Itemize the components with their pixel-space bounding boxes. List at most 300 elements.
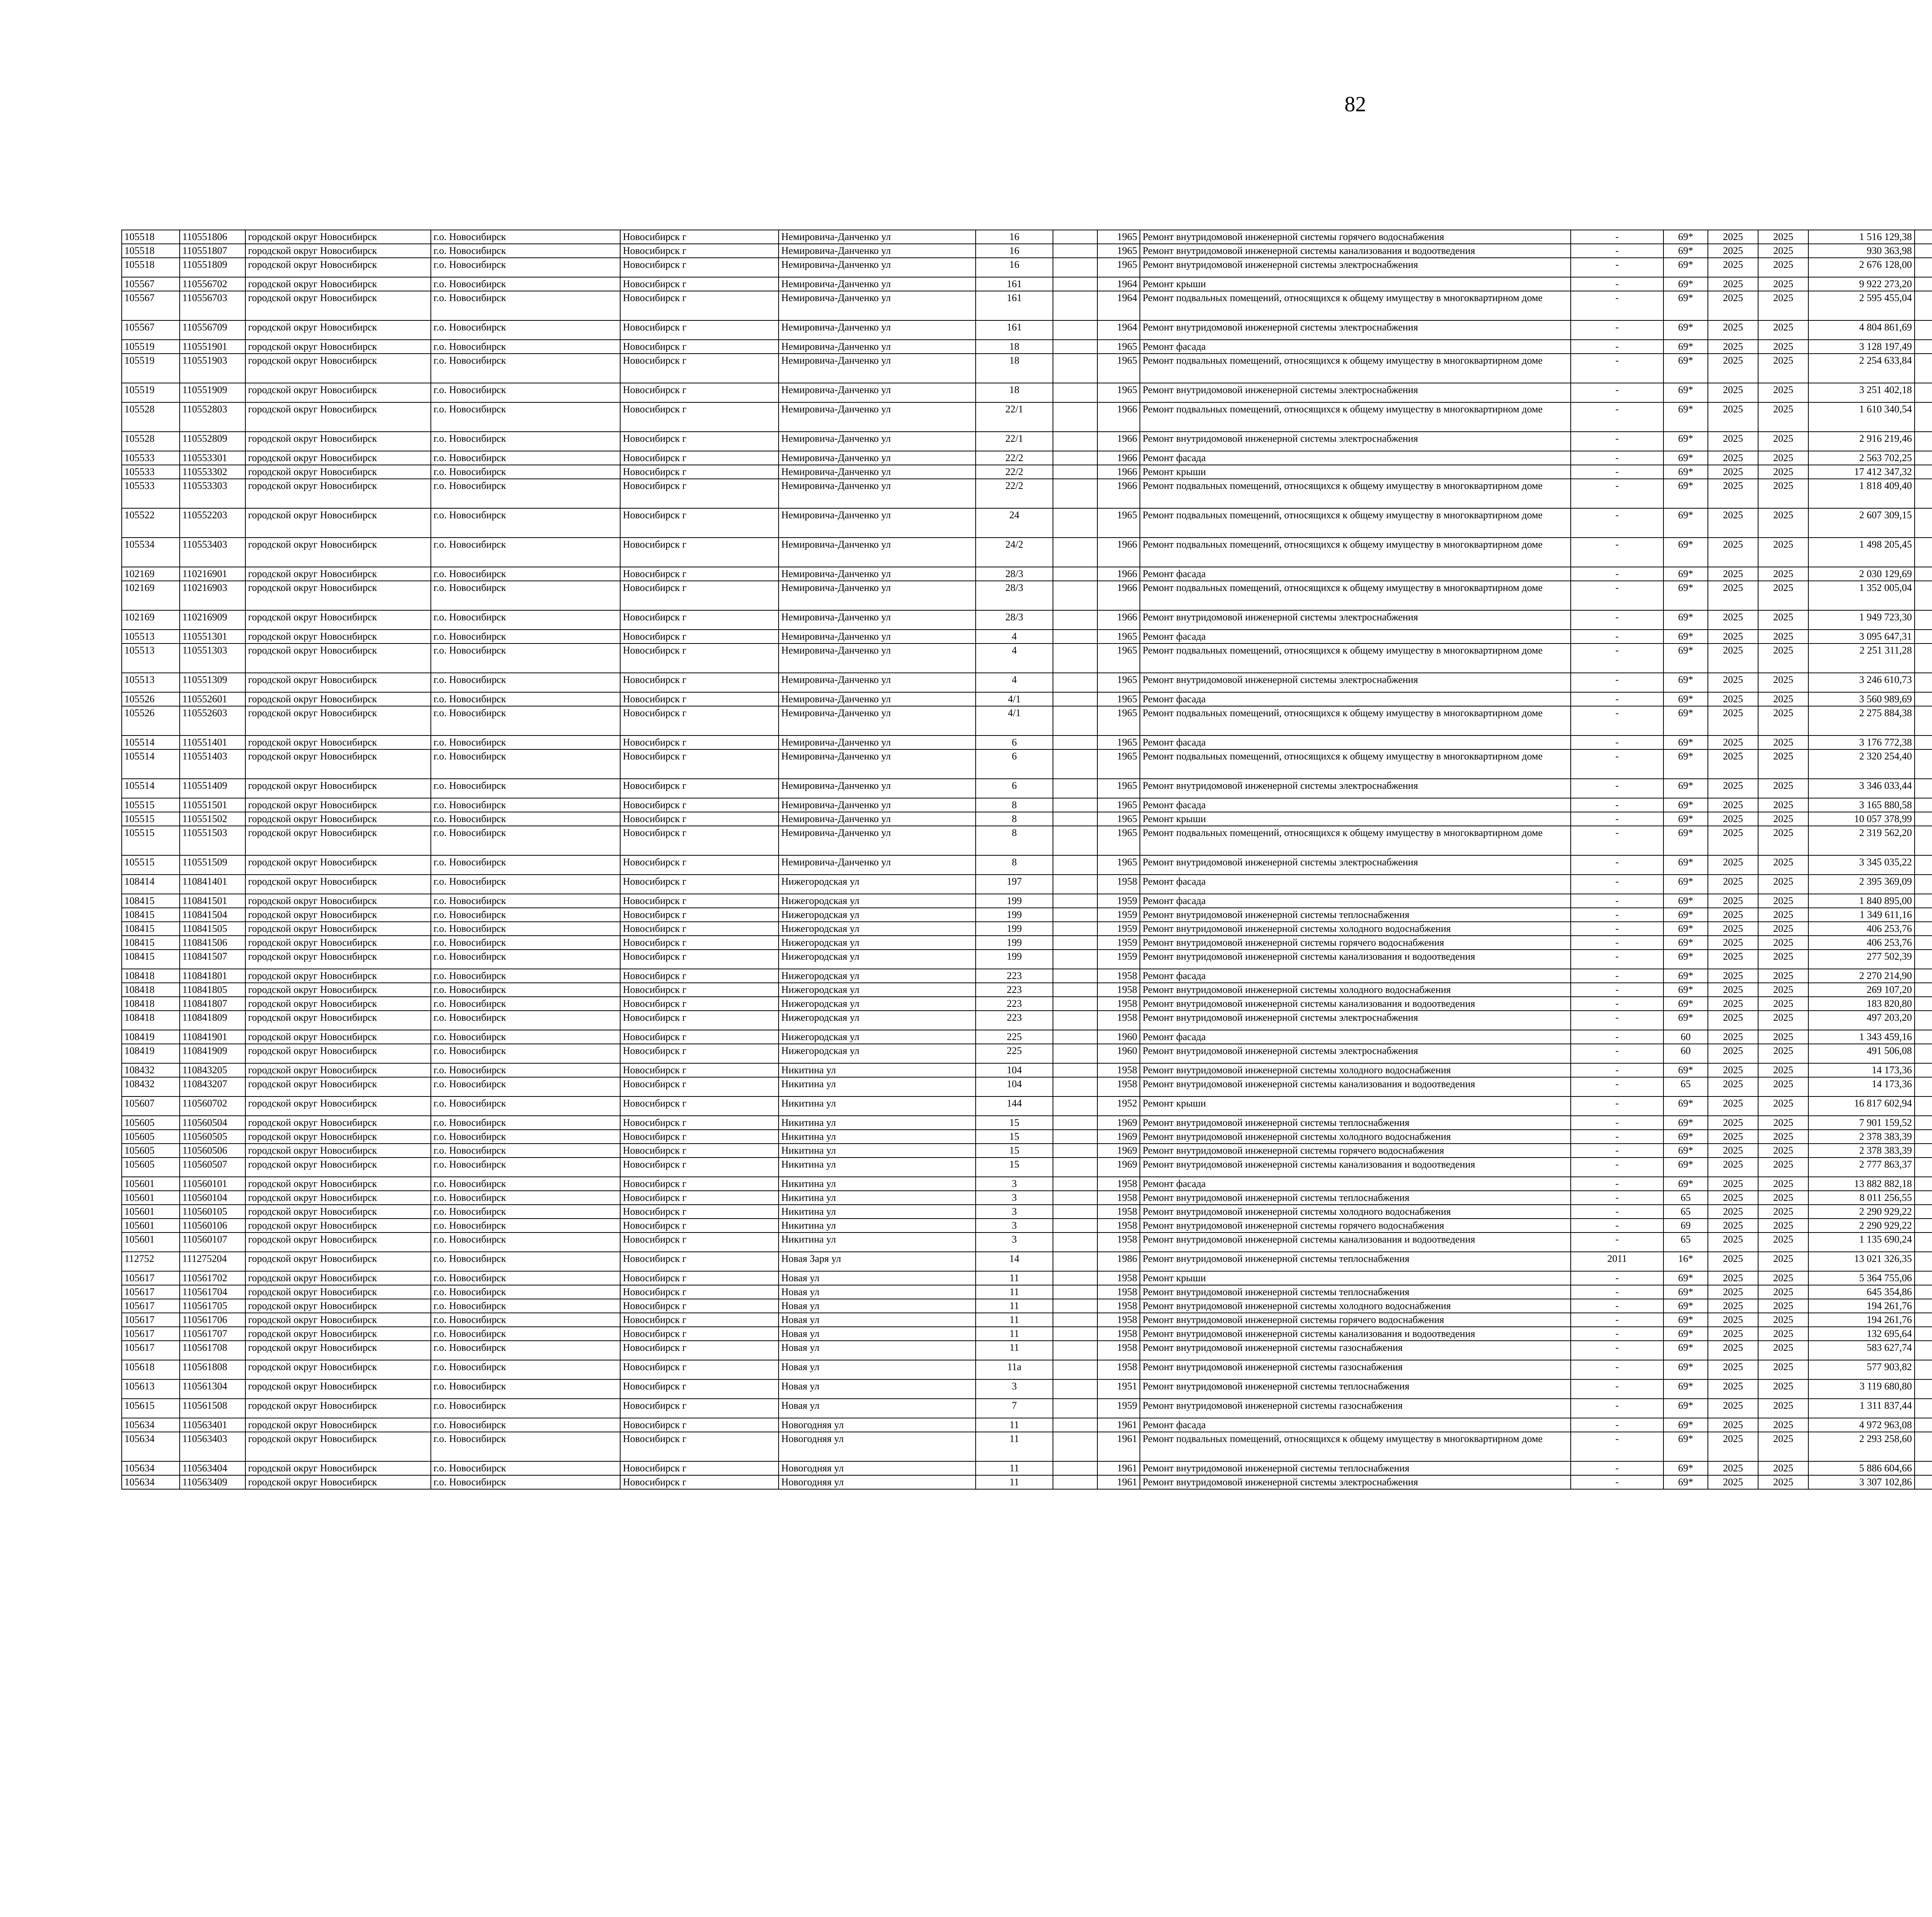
cell-build-year: 1958	[1097, 1205, 1140, 1219]
cell-last-repair-year: -	[1571, 610, 1663, 630]
cell-work-id: 110561706	[180, 1313, 245, 1327]
cell-plan-start: 2025	[1708, 1271, 1758, 1285]
cell-fund-cost	[1915, 465, 1932, 479]
table-row	[122, 826, 1932, 855]
cell-work-type: Ремонт внутридомовой инженерной системы горячего водоснабжения	[1140, 936, 1571, 950]
cell-work-type: Ремонт внутридомовой инженерной системы электроснабжения	[1140, 610, 1571, 630]
cell-district: г.о. Новосибирск	[431, 1418, 620, 1432]
cell-building	[1053, 894, 1097, 908]
table-row	[122, 1399, 1932, 1418]
cell-street: Немировича-Данченко ул	[779, 749, 976, 779]
cell-house-number: 15	[976, 1144, 1053, 1158]
cell-street: Новая ул	[779, 1379, 976, 1399]
cell-plan-end: 2025	[1758, 1096, 1808, 1116]
cell-last-repair-year: -	[1571, 1205, 1663, 1219]
cell-building	[1053, 320, 1097, 340]
cell-district: г.о. Новосибирск	[431, 340, 620, 354]
cell-plan-start: 2025	[1708, 706, 1758, 735]
cell-last-repair-year: -	[1571, 1044, 1663, 1063]
cell-house-id: 105533	[122, 465, 180, 479]
cell-fund-cost	[1915, 1044, 1932, 1063]
cell-settlement: Новосибирск г	[620, 779, 779, 798]
cell-municipality: городской округ Новосибирск	[245, 1327, 431, 1341]
cell-settlement: Новосибирск г	[620, 1011, 779, 1030]
cell-district: г.о. Новосибирск	[431, 644, 620, 673]
cell-district: г.о. Новосибирск	[431, 735, 620, 749]
cell-house-number: 11	[976, 1271, 1053, 1285]
cell-total-cost: 7 901 159,52	[1808, 1116, 1915, 1130]
cell-district: г.о. Новосибирск	[431, 875, 620, 894]
cell-municipality: городской округ Новосибирск	[245, 230, 431, 244]
cell-build-year: 1961	[1097, 1418, 1140, 1432]
cell-house-number: 225	[976, 1044, 1053, 1063]
cell-work-id: 110552203	[180, 508, 245, 538]
cell-work-type: Ремонт фасада	[1140, 894, 1571, 908]
cell-house-id: 105522	[122, 508, 180, 538]
cell-total-cost: 406 253,76	[1808, 922, 1915, 936]
cell-build-year: 1958	[1097, 1313, 1140, 1327]
cell-wear: 69*	[1663, 432, 1708, 451]
cell-house-number: 197	[976, 875, 1053, 894]
cell-settlement: Новосибирск г	[620, 340, 779, 354]
cell-settlement: Новосибирск г	[620, 1205, 779, 1219]
cell-house-number: 15	[976, 1130, 1053, 1144]
cell-building	[1053, 581, 1097, 610]
cell-house-id: 108418	[122, 1011, 180, 1030]
cell-total-cost: 269 107,20	[1808, 983, 1915, 997]
cell-work-id: 110561304	[180, 1379, 245, 1399]
cell-district: г.о. Новосибирск	[431, 983, 620, 997]
cell-work-id: 110553301	[180, 451, 245, 465]
cell-work-type: Ремонт крыши	[1140, 277, 1571, 291]
cell-building	[1053, 1144, 1097, 1158]
cell-street: Никитина ул	[779, 1205, 976, 1219]
cell-last-repair-year: -	[1571, 581, 1663, 610]
cell-municipality: городской округ Новосибирск	[245, 779, 431, 798]
cell-plan-end: 2025	[1758, 230, 1808, 244]
cell-settlement: Новосибирск г	[620, 479, 779, 508]
cell-total-cost: 1 349 611,16	[1808, 908, 1915, 922]
cell-work-id: 110841807	[180, 997, 245, 1011]
cell-work-type: Ремонт внутридомовой инженерной системы холодного водоснабжения	[1140, 1299, 1571, 1313]
cell-municipality: городской округ Новосибирск	[245, 277, 431, 291]
cell-street: Новогодняя ул	[779, 1432, 976, 1461]
cell-house-number: 161	[976, 320, 1053, 340]
cell-building	[1053, 354, 1097, 383]
cell-wear: 69*	[1663, 1116, 1708, 1130]
cell-fund-cost	[1915, 581, 1932, 610]
cell-plan-end: 2025	[1758, 706, 1808, 735]
cell-fund-cost	[1915, 969, 1932, 983]
table-row	[122, 1077, 1932, 1096]
cell-building	[1053, 826, 1097, 855]
cell-plan-start: 2025	[1708, 465, 1758, 479]
cell-house-number: 18	[976, 383, 1053, 402]
cell-work-type: Ремонт подвальных помещений, относящихся к общему имуществу в многоквартирном доме	[1140, 826, 1571, 855]
cell-street: Нижегородская ул	[779, 983, 976, 997]
cell-total-cost: 17 412 347,32	[1808, 465, 1915, 479]
cell-work-id: 110551503	[180, 826, 245, 855]
cell-municipality: городской округ Новосибирск	[245, 875, 431, 894]
cell-build-year: 1965	[1097, 258, 1140, 277]
cell-last-repair-year: -	[1571, 1327, 1663, 1341]
cell-plan-end: 2025	[1758, 1077, 1808, 1096]
cell-work-id: 110553403	[180, 538, 245, 567]
cell-plan-end: 2025	[1758, 1252, 1808, 1271]
cell-last-repair-year: -	[1571, 1271, 1663, 1285]
cell-municipality: городской округ Новосибирск	[245, 1360, 431, 1379]
cell-house-id: 105634	[122, 1461, 180, 1475]
table-row	[122, 997, 1932, 1011]
cell-settlement: Новосибирск г	[620, 950, 779, 969]
cell-build-year: 1965	[1097, 798, 1140, 812]
cell-total-cost: 14 173,36	[1808, 1077, 1915, 1096]
cell-house-id: 108415	[122, 936, 180, 950]
cell-work-type: Ремонт внутридомовой инженерной системы холодного водоснабжения	[1140, 922, 1571, 936]
cell-total-cost: 5 364 755,06	[1808, 1271, 1915, 1285]
cell-fund-cost	[1915, 812, 1932, 826]
cell-work-type: Ремонт внутридомовой инженерной системы канализования и водоотведения	[1140, 950, 1571, 969]
cell-build-year: 1964	[1097, 320, 1140, 340]
cell-fund-cost	[1915, 936, 1932, 950]
cell-street: Новая ул	[779, 1341, 976, 1360]
cell-last-repair-year: -	[1571, 1233, 1663, 1252]
cell-building	[1053, 997, 1097, 1011]
cell-fund-cost	[1915, 1475, 1932, 1489]
cell-work-type: Ремонт подвальных помещений, относящихся к общему имуществу в многоквартирном доме	[1140, 538, 1571, 567]
cell-building	[1053, 1252, 1097, 1271]
cell-wear: 69*	[1663, 1177, 1708, 1191]
cell-last-repair-year: -	[1571, 875, 1663, 894]
cell-municipality: городской округ Новосибирск	[245, 508, 431, 538]
cell-work-id: 110551806	[180, 230, 245, 244]
cell-municipality: городской округ Новосибирск	[245, 538, 431, 567]
cell-build-year: 1969	[1097, 1130, 1140, 1144]
table-row	[122, 465, 1932, 479]
cell-street: Немировича-Данченко ул	[779, 735, 976, 749]
cell-municipality: городской округ Новосибирск	[245, 997, 431, 1011]
cell-last-repair-year: -	[1571, 244, 1663, 258]
cell-plan-end: 2025	[1758, 1327, 1808, 1341]
table-row	[122, 950, 1932, 969]
cell-build-year: 1959	[1097, 950, 1140, 969]
cell-street: Немировича-Данченко ул	[779, 581, 976, 610]
cell-fund-cost	[1915, 735, 1932, 749]
cell-municipality: городской округ Новосибирск	[245, 644, 431, 673]
cell-wear: 69*	[1663, 983, 1708, 997]
cell-build-year: 1965	[1097, 244, 1140, 258]
cell-building	[1053, 432, 1097, 451]
cell-building	[1053, 451, 1097, 465]
table-row	[122, 1044, 1932, 1063]
cell-building	[1053, 936, 1097, 950]
cell-plan-start: 2025	[1708, 908, 1758, 922]
table-row	[122, 630, 1932, 644]
cell-wear: 65	[1663, 1191, 1708, 1205]
cell-house-number: 3	[976, 1379, 1053, 1399]
cell-street: Немировича-Данченко ул	[779, 610, 976, 630]
cell-plan-start: 2025	[1708, 291, 1758, 320]
cell-municipality: городской округ Новосибирск	[245, 798, 431, 812]
cell-settlement: Новосибирск г	[620, 1379, 779, 1399]
cell-district: г.о. Новосибирск	[431, 1341, 620, 1360]
cell-municipality: городской округ Новосибирск	[245, 826, 431, 855]
cell-street: Нижегородская ул	[779, 922, 976, 936]
cell-settlement: Новосибирск г	[620, 1360, 779, 1379]
cell-plan-start: 2025	[1708, 244, 1758, 258]
cell-plan-end: 2025	[1758, 1271, 1808, 1285]
cell-last-repair-year: -	[1571, 826, 1663, 855]
cell-last-repair-year: -	[1571, 1116, 1663, 1130]
table-row	[122, 673, 1932, 692]
table-row	[122, 1271, 1932, 1285]
cell-total-cost: 3 165 880,58	[1808, 798, 1915, 812]
cell-municipality: городской округ Новосибирск	[245, 1205, 431, 1219]
cell-wear: 69*	[1663, 1063, 1708, 1077]
cell-building	[1053, 1475, 1097, 1489]
cell-district: г.о. Новосибирск	[431, 567, 620, 581]
cell-municipality: городской округ Новосибирск	[245, 567, 431, 581]
cell-plan-end: 2025	[1758, 950, 1808, 969]
cell-work-id: 110561705	[180, 1299, 245, 1313]
table-row	[122, 692, 1932, 706]
cell-municipality: городской округ Новосибирск	[245, 354, 431, 383]
cell-last-repair-year: -	[1571, 779, 1663, 798]
cell-building	[1053, 630, 1097, 644]
cell-building	[1053, 479, 1097, 508]
cell-settlement: Новосибирск г	[620, 354, 779, 383]
cell-fund-cost	[1915, 875, 1932, 894]
cell-plan-start: 2025	[1708, 1177, 1758, 1191]
cell-fund-cost	[1915, 538, 1932, 567]
cell-plan-end: 2025	[1758, 291, 1808, 320]
cell-build-year: 1958	[1097, 1233, 1140, 1252]
cell-house-number: 11	[976, 1299, 1053, 1313]
cell-last-repair-year: -	[1571, 922, 1663, 936]
cell-total-cost: 3 346 033,44	[1808, 779, 1915, 798]
cell-district: г.о. Новосибирск	[431, 692, 620, 706]
cell-house-id: 105514	[122, 749, 180, 779]
cell-district: г.о. Новосибирск	[431, 908, 620, 922]
cell-municipality: городской округ Новосибирск	[245, 894, 431, 908]
cell-work-type: Ремонт внутридомовой инженерной системы канализования и водоотведения	[1140, 1327, 1571, 1341]
cell-fund-cost	[1915, 1158, 1932, 1177]
cell-work-id: 110560702	[180, 1096, 245, 1116]
cell-street: Нижегородская ул	[779, 1044, 976, 1063]
cell-building	[1053, 673, 1097, 692]
cell-settlement: Новосибирск г	[620, 1096, 779, 1116]
table-row	[122, 277, 1932, 291]
cell-municipality: городской округ Новосибирск	[245, 706, 431, 735]
cell-total-cost: 930 363,98	[1808, 244, 1915, 258]
cell-house-number: 199	[976, 908, 1053, 922]
cell-work-type: Ремонт внутридомовой инженерной системы канализования и водоотведения	[1140, 244, 1571, 258]
cell-build-year: 1958	[1097, 997, 1140, 1011]
table-row	[122, 983, 1932, 997]
table-row	[122, 644, 1932, 673]
cell-wear: 69*	[1663, 779, 1708, 798]
cell-build-year: 1958	[1097, 1063, 1140, 1077]
cell-plan-end: 2025	[1758, 1063, 1808, 1077]
cell-work-type: Ремонт внутридомовой инженерной системы канализования и водоотведения	[1140, 1158, 1571, 1177]
cell-district: г.о. Новосибирск	[431, 1219, 620, 1233]
cell-municipality: городской округ Новосибирск	[245, 1030, 431, 1044]
cell-municipality: городской округ Новосибирск	[245, 936, 431, 950]
cell-plan-end: 2025	[1758, 644, 1808, 673]
table-row	[122, 581, 1932, 610]
cell-building	[1053, 340, 1097, 354]
cell-fund-cost	[1915, 749, 1932, 779]
table-row	[122, 432, 1932, 451]
cell-fund-cost	[1915, 1116, 1932, 1130]
cell-work-type: Ремонт внутридомовой инженерной системы холодного водоснабжения	[1140, 1130, 1571, 1144]
cell-plan-start: 2025	[1708, 1341, 1758, 1360]
cell-district: г.о. Новосибирск	[431, 277, 620, 291]
table-row	[122, 1116, 1932, 1130]
cell-municipality: городской округ Новосибирск	[245, 1158, 431, 1177]
cell-plan-end: 2025	[1758, 538, 1808, 567]
cell-wear: 69*	[1663, 320, 1708, 340]
cell-build-year: 1966	[1097, 402, 1140, 432]
cell-fund-cost	[1915, 922, 1932, 936]
cell-work-id: 110560506	[180, 1144, 245, 1158]
cell-fund-cost	[1915, 320, 1932, 340]
cell-district: г.о. Новосибирск	[431, 1271, 620, 1285]
cell-last-repair-year: -	[1571, 1191, 1663, 1205]
cell-total-cost: 16 817 602,94	[1808, 1096, 1915, 1116]
cell-wear: 69*	[1663, 630, 1708, 644]
cell-work-type: Ремонт фасада	[1140, 340, 1571, 354]
cell-settlement: Новосибирск г	[620, 812, 779, 826]
cell-build-year: 1964	[1097, 291, 1140, 320]
cell-fund-cost	[1915, 1205, 1932, 1219]
cell-settlement: Новосибирск г	[620, 320, 779, 340]
cell-street: Новая ул	[779, 1285, 976, 1299]
cell-settlement: Новосибирск г	[620, 258, 779, 277]
cell-build-year: 1958	[1097, 1271, 1140, 1285]
cell-last-repair-year: -	[1571, 230, 1663, 244]
cell-total-cost: 5 886 604,66	[1808, 1461, 1915, 1475]
cell-district: г.о. Новосибирск	[431, 1011, 620, 1030]
cell-wear: 69*	[1663, 855, 1708, 875]
cell-work-id: 110841401	[180, 875, 245, 894]
cell-house-id: 105515	[122, 826, 180, 855]
cell-work-type: Ремонт внутридомовой инженерной системы теплоснабжения	[1140, 1461, 1571, 1475]
cell-street: Немировича-Данченко ул	[779, 479, 976, 508]
cell-street: Никитина ул	[779, 1116, 976, 1130]
cell-build-year: 1959	[1097, 922, 1140, 936]
cell-settlement: Новосибирск г	[620, 508, 779, 538]
cell-plan-end: 2025	[1758, 894, 1808, 908]
cell-plan-start: 2025	[1708, 875, 1758, 894]
cell-house-number: 11	[976, 1341, 1053, 1360]
cell-build-year: 1958	[1097, 1011, 1140, 1030]
cell-last-repair-year: -	[1571, 812, 1663, 826]
cell-street: Немировича-Данченко ул	[779, 779, 976, 798]
cell-house-id: 105567	[122, 277, 180, 291]
cell-street: Новогодняя ул	[779, 1475, 976, 1489]
table-row	[122, 798, 1932, 812]
cell-settlement: Новосибирск г	[620, 644, 779, 673]
cell-municipality: городской округ Новосибирск	[245, 340, 431, 354]
cell-plan-end: 2025	[1758, 383, 1808, 402]
cell-total-cost: 2 595 455,04	[1808, 291, 1915, 320]
cell-building	[1053, 908, 1097, 922]
cell-house-number: 24	[976, 508, 1053, 538]
cell-fund-cost	[1915, 1360, 1932, 1379]
cell-house-id: 108415	[122, 908, 180, 922]
cell-work-id: 110841805	[180, 983, 245, 997]
cell-settlement: Новосибирск г	[620, 1475, 779, 1489]
cell-plan-end: 2025	[1758, 855, 1808, 875]
cell-work-id: 110560107	[180, 1233, 245, 1252]
cell-wear: 69*	[1663, 735, 1708, 749]
cell-build-year: 1958	[1097, 1191, 1140, 1205]
cell-building	[1053, 798, 1097, 812]
cell-last-repair-year: -	[1571, 383, 1663, 402]
cell-total-cost: 2 395 369,09	[1808, 875, 1915, 894]
cell-street: Нижегородская ул	[779, 936, 976, 950]
cell-plan-start: 2025	[1708, 479, 1758, 508]
cell-municipality: городской округ Новосибирск	[245, 1299, 431, 1313]
cell-build-year: 1961	[1097, 1461, 1140, 1475]
cell-municipality: городской округ Новосибирск	[245, 969, 431, 983]
table-row	[122, 230, 1932, 244]
cell-settlement: Новосибирск г	[620, 798, 779, 812]
cell-street: Нижегородская ул	[779, 997, 976, 1011]
cell-district: г.о. Новосибирск	[431, 479, 620, 508]
cell-house-id: 108419	[122, 1044, 180, 1063]
cell-work-id: 110551303	[180, 644, 245, 673]
cell-house-number: 199	[976, 922, 1053, 936]
cell-house-number: 4/1	[976, 692, 1053, 706]
cell-work-type: Ремонт фасада	[1140, 451, 1571, 465]
cell-work-type: Ремонт внутридомовой инженерной системы теплоснабжения	[1140, 1191, 1571, 1205]
cell-settlement: Новосибирск г	[620, 1130, 779, 1144]
cell-plan-start: 2025	[1708, 1475, 1758, 1489]
cell-settlement: Новосибирск г	[620, 1233, 779, 1252]
cell-house-id: 105605	[122, 1144, 180, 1158]
cell-plan-start: 2025	[1708, 383, 1758, 402]
cell-wear: 69*	[1663, 826, 1708, 855]
cell-fund-cost	[1915, 644, 1932, 673]
cell-house-number: 24/2	[976, 538, 1053, 567]
cell-municipality: городской округ Новосибирск	[245, 1252, 431, 1271]
cell-build-year: 1965	[1097, 735, 1140, 749]
cell-building	[1053, 1379, 1097, 1399]
cell-fund-cost	[1915, 894, 1932, 908]
cell-plan-start: 2025	[1708, 277, 1758, 291]
cell-build-year: 1966	[1097, 538, 1140, 567]
cell-build-year: 1965	[1097, 630, 1140, 644]
cell-plan-start: 2025	[1708, 258, 1758, 277]
cell-municipality: городской округ Новосибирск	[245, 1461, 431, 1475]
cell-municipality: городской округ Новосибирск	[245, 258, 431, 277]
table-row	[122, 894, 1932, 908]
cell-plan-end: 2025	[1758, 451, 1808, 465]
cell-district: г.о. Новосибирск	[431, 291, 620, 320]
cell-street: Немировича-Данченко ул	[779, 826, 976, 855]
cell-district: г.о. Новосибирск	[431, 383, 620, 402]
cell-build-year: 1958	[1097, 1341, 1140, 1360]
cell-total-cost: 2 290 929,22	[1808, 1205, 1915, 1219]
cell-building	[1053, 1096, 1097, 1116]
cell-settlement: Новосибирск г	[620, 1191, 779, 1205]
cell-house-number: 11	[976, 1327, 1053, 1341]
cell-house-id: 105518	[122, 230, 180, 244]
cell-municipality: городской округ Новосибирск	[245, 1144, 431, 1158]
cell-build-year: 1958	[1097, 1360, 1140, 1379]
